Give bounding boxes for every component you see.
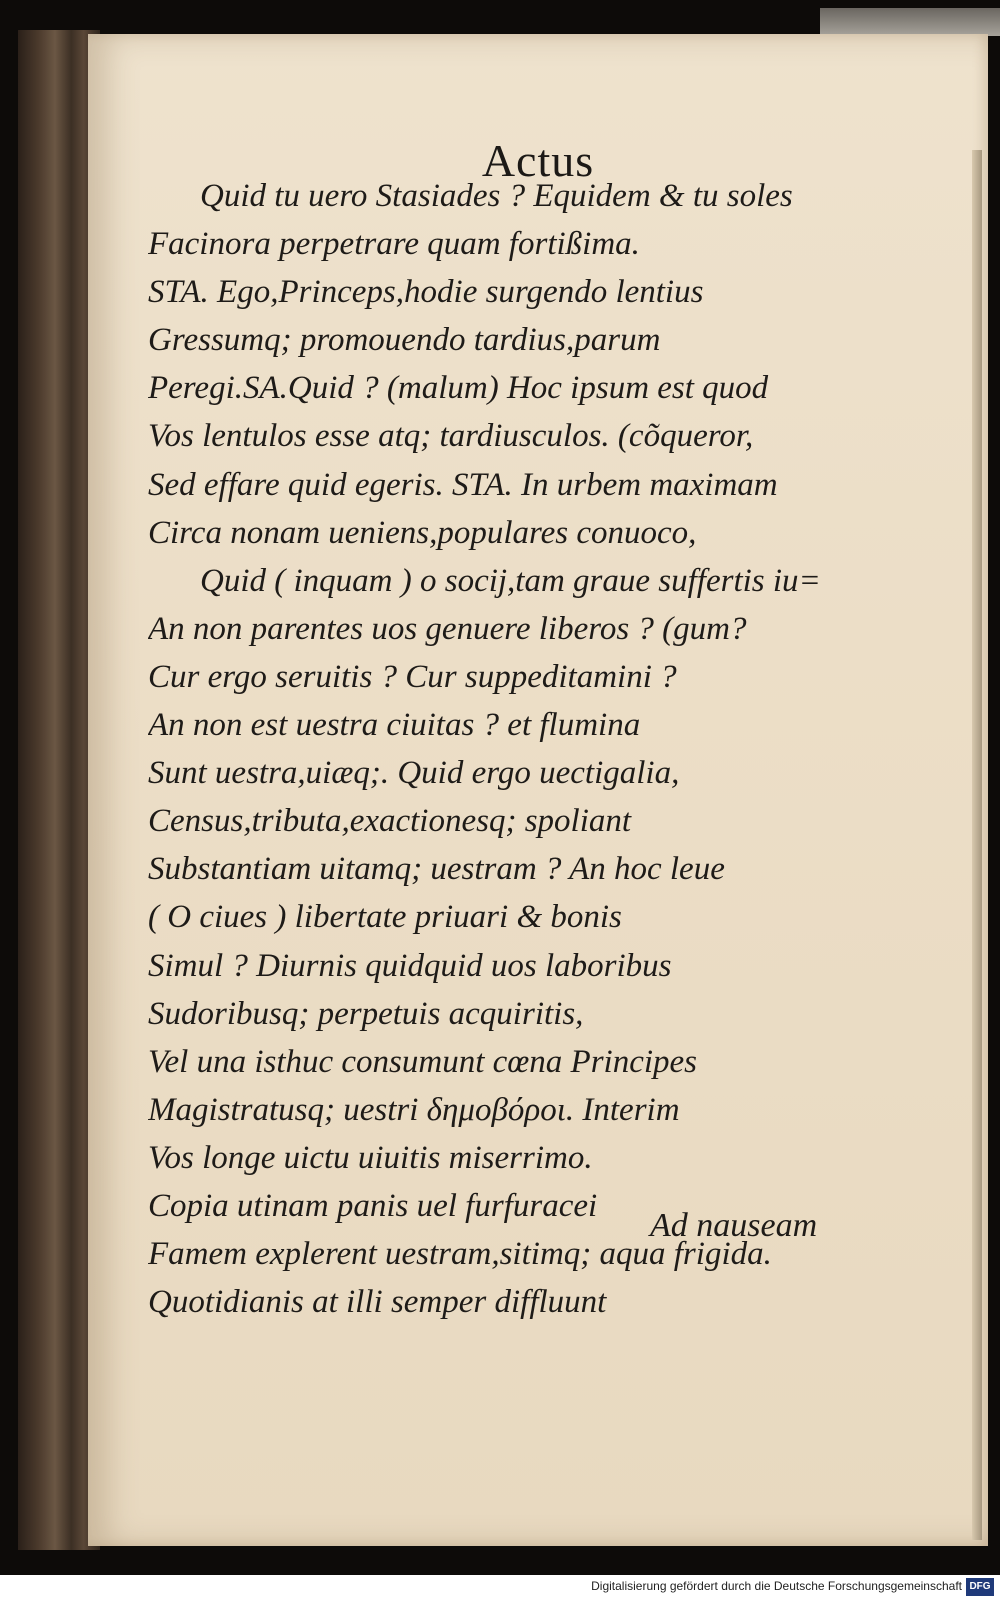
verse-line: Circa nonam ueniens,populares conuoco, bbox=[148, 514, 697, 551]
verse-line: Census,tributa,exactionesq; spoliant bbox=[148, 803, 632, 840]
footer-bar bbox=[0, 1575, 1000, 1603]
verse-line: Peregi.SA.Quid ? (malum) Hoc ipsum est quod bbox=[148, 370, 769, 407]
verse-line: An non parentes uos genuere liberos ? (gum? bbox=[148, 610, 747, 647]
verse-line: Sudoribusq; perpetuis acquiritis, bbox=[148, 995, 584, 1032]
running-head: Actus bbox=[481, 135, 595, 186]
verse-line: Copia utinam panis uel furfuracei bbox=[148, 1187, 598, 1224]
verse-line: Cur ergo seruitis ? Cur suppeditamini ? bbox=[148, 658, 677, 695]
verse-line: An non est uestra ciuitas ? et flumina bbox=[148, 707, 641, 744]
verse-line: ( O ciues ) libertate priuari & bonis bbox=[148, 899, 622, 936]
verse-line: Simul ? Diurnis quidquid uos laboribus bbox=[148, 947, 672, 984]
verse-line: Magistratusq; uestri δημοβόροι. Interim bbox=[148, 1091, 680, 1128]
page-fore-edge bbox=[972, 150, 982, 1540]
verse-line: Vos lentulos esse atq; tardiusculos. (cõqueror, bbox=[148, 418, 754, 455]
verse-line: Quid ( inquam ) o socij,tam graue suffertis iu= bbox=[200, 562, 821, 599]
verse-line: Quid tu uero Stasiades ? Equidem & tu soles bbox=[200, 178, 793, 214]
page-top-strip bbox=[820, 8, 1000, 36]
verse-line: Quotidianis at illi semper diffluunt bbox=[148, 1284, 607, 1321]
verse-line: Vel una isthuc consumunt cœna Principes bbox=[148, 1043, 698, 1080]
catchword: Ad nauseam bbox=[650, 1207, 818, 1244]
dfg-logo: DFG bbox=[966, 1578, 994, 1596]
verse-line: Gressumq; promouendo tardius,parum bbox=[148, 322, 661, 359]
verse-line: Facinora perpetrare quam fortißima. bbox=[148, 226, 640, 263]
verse-line: Sunt uestra,uiæq;. Quid ergo uectigalia, bbox=[148, 755, 680, 792]
verse-line: Substantiam uitamq; uestram ? An hoc leue bbox=[148, 851, 725, 888]
verse-text-block bbox=[148, 172, 888, 1326]
verse-line: Famem explerent uestram,sitimq; aqua frigida. bbox=[148, 1236, 772, 1273]
verse-line: Sed effare quid egeris. STA. In urbem maximam bbox=[148, 466, 778, 503]
digitization-credit: Digitalisierung gefördert durch die Deutsche Forschungsgemeinschaft bbox=[591, 1579, 962, 1593]
verse-line: STA. Ego,Princeps,hodie surgendo lentius bbox=[148, 274, 704, 311]
verse-line: Vos longe uictu uiuitis miserrimo. bbox=[148, 1139, 593, 1176]
